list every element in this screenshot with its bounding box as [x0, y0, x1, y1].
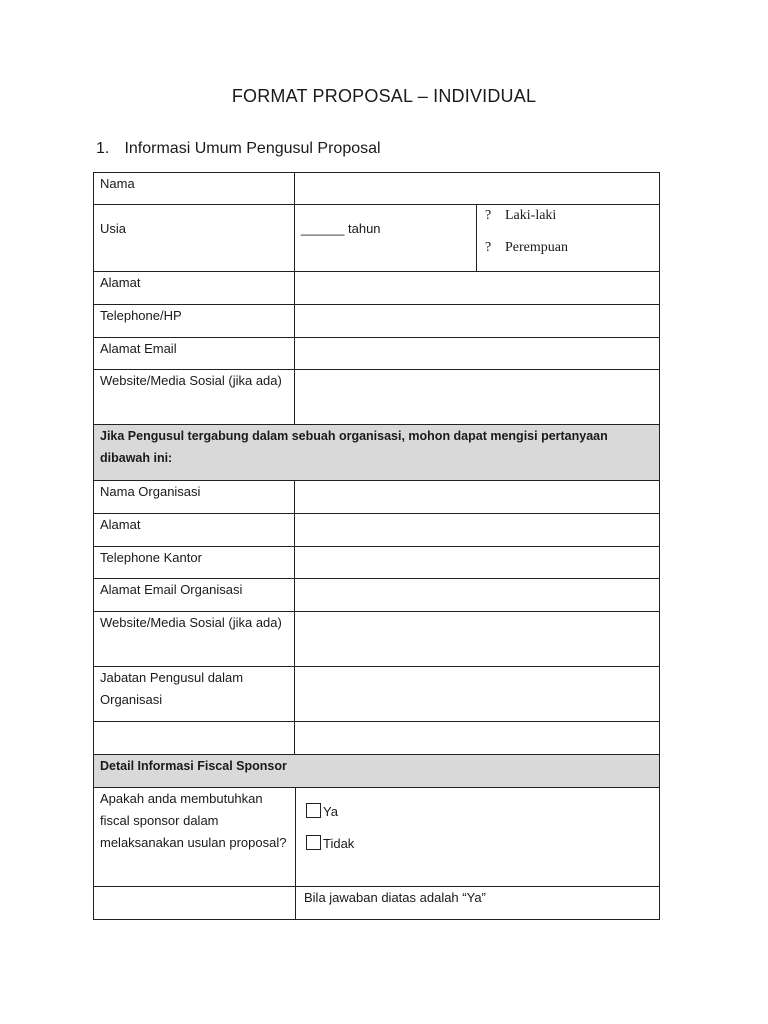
input-nama[interactable]	[294, 172, 660, 205]
label-email: Alamat Email	[93, 337, 295, 370]
document-title: FORMAT PROPOSAL – INDIVIDUAL	[231, 86, 537, 106]
option-laki-laki[interactable]: ? Laki-laki	[485, 205, 556, 227]
option-tidak[interactable]: Tidak	[306, 833, 354, 855]
input-org-email[interactable]	[294, 578, 660, 612]
label-org-telephone: Telephone Kantor	[93, 546, 295, 579]
option-perempuan[interactable]: ? Perempuan	[485, 237, 568, 259]
section-title: Informasi Umum Pengusul Proposal	[124, 140, 381, 157]
organization-note: Jika Pengusul tergabung dalam sebuah organisasi, mohon dapat mengisi pertanyaan dibawah ini:	[93, 424, 660, 481]
input-org-telephone[interactable]	[294, 546, 660, 579]
input-org-nama[interactable]	[294, 480, 660, 514]
input-website[interactable]	[294, 369, 660, 425]
checkbox-icon[interactable]	[306, 803, 321, 818]
fiscal-options	[295, 787, 660, 887]
gender-options	[476, 204, 660, 272]
checkbox-marker: ?	[485, 208, 492, 223]
label-org-alamat: Alamat	[93, 513, 295, 547]
fiscal-sponsor-heading: Detail Informasi Fiscal Sponsor	[93, 754, 660, 788]
checkbox-marker: ?	[485, 240, 492, 255]
followup-empty-cell	[93, 886, 296, 920]
fiscal-question: Apakah anda membutuhkan fiscal sponsor dalam melaksanakan usulan proposal?	[93, 787, 296, 887]
label-org-jabatan: Jabatan Pengusul dalam Organisasi	[93, 666, 295, 722]
input-telephone[interactable]	[294, 304, 660, 338]
label-org-email: Alamat Email Organisasi	[93, 578, 295, 612]
label-alamat: Alamat	[93, 271, 295, 305]
input-alamat[interactable]	[294, 271, 660, 305]
input-org-jabatan[interactable]	[294, 666, 660, 722]
label-nama: Nama	[93, 172, 295, 205]
empty-input-cell[interactable]	[294, 721, 660, 755]
label-usia: Usia	[93, 204, 295, 272]
label-org-website: Website/Media Sosial (jika ada)	[93, 611, 295, 667]
input-email[interactable]	[294, 337, 660, 370]
input-usia[interactable]: ______ tahun	[294, 204, 477, 272]
label-website: Website/Media Sosial (jika ada)	[93, 369, 295, 425]
label-telephone: Telephone/HP	[93, 304, 295, 338]
section-heading	[96, 140, 381, 158]
label-org-nama: Nama Organisasi	[93, 480, 295, 514]
input-org-website[interactable]	[294, 611, 660, 667]
section-number: 1.	[96, 140, 110, 157]
option-ya[interactable]: Ya	[306, 801, 338, 823]
checkbox-icon[interactable]	[306, 835, 321, 850]
input-org-alamat[interactable]	[294, 513, 660, 547]
empty-label-cell	[93, 721, 295, 755]
fiscal-followup: Bila jawaban diatas adalah “Ya”	[295, 886, 660, 920]
